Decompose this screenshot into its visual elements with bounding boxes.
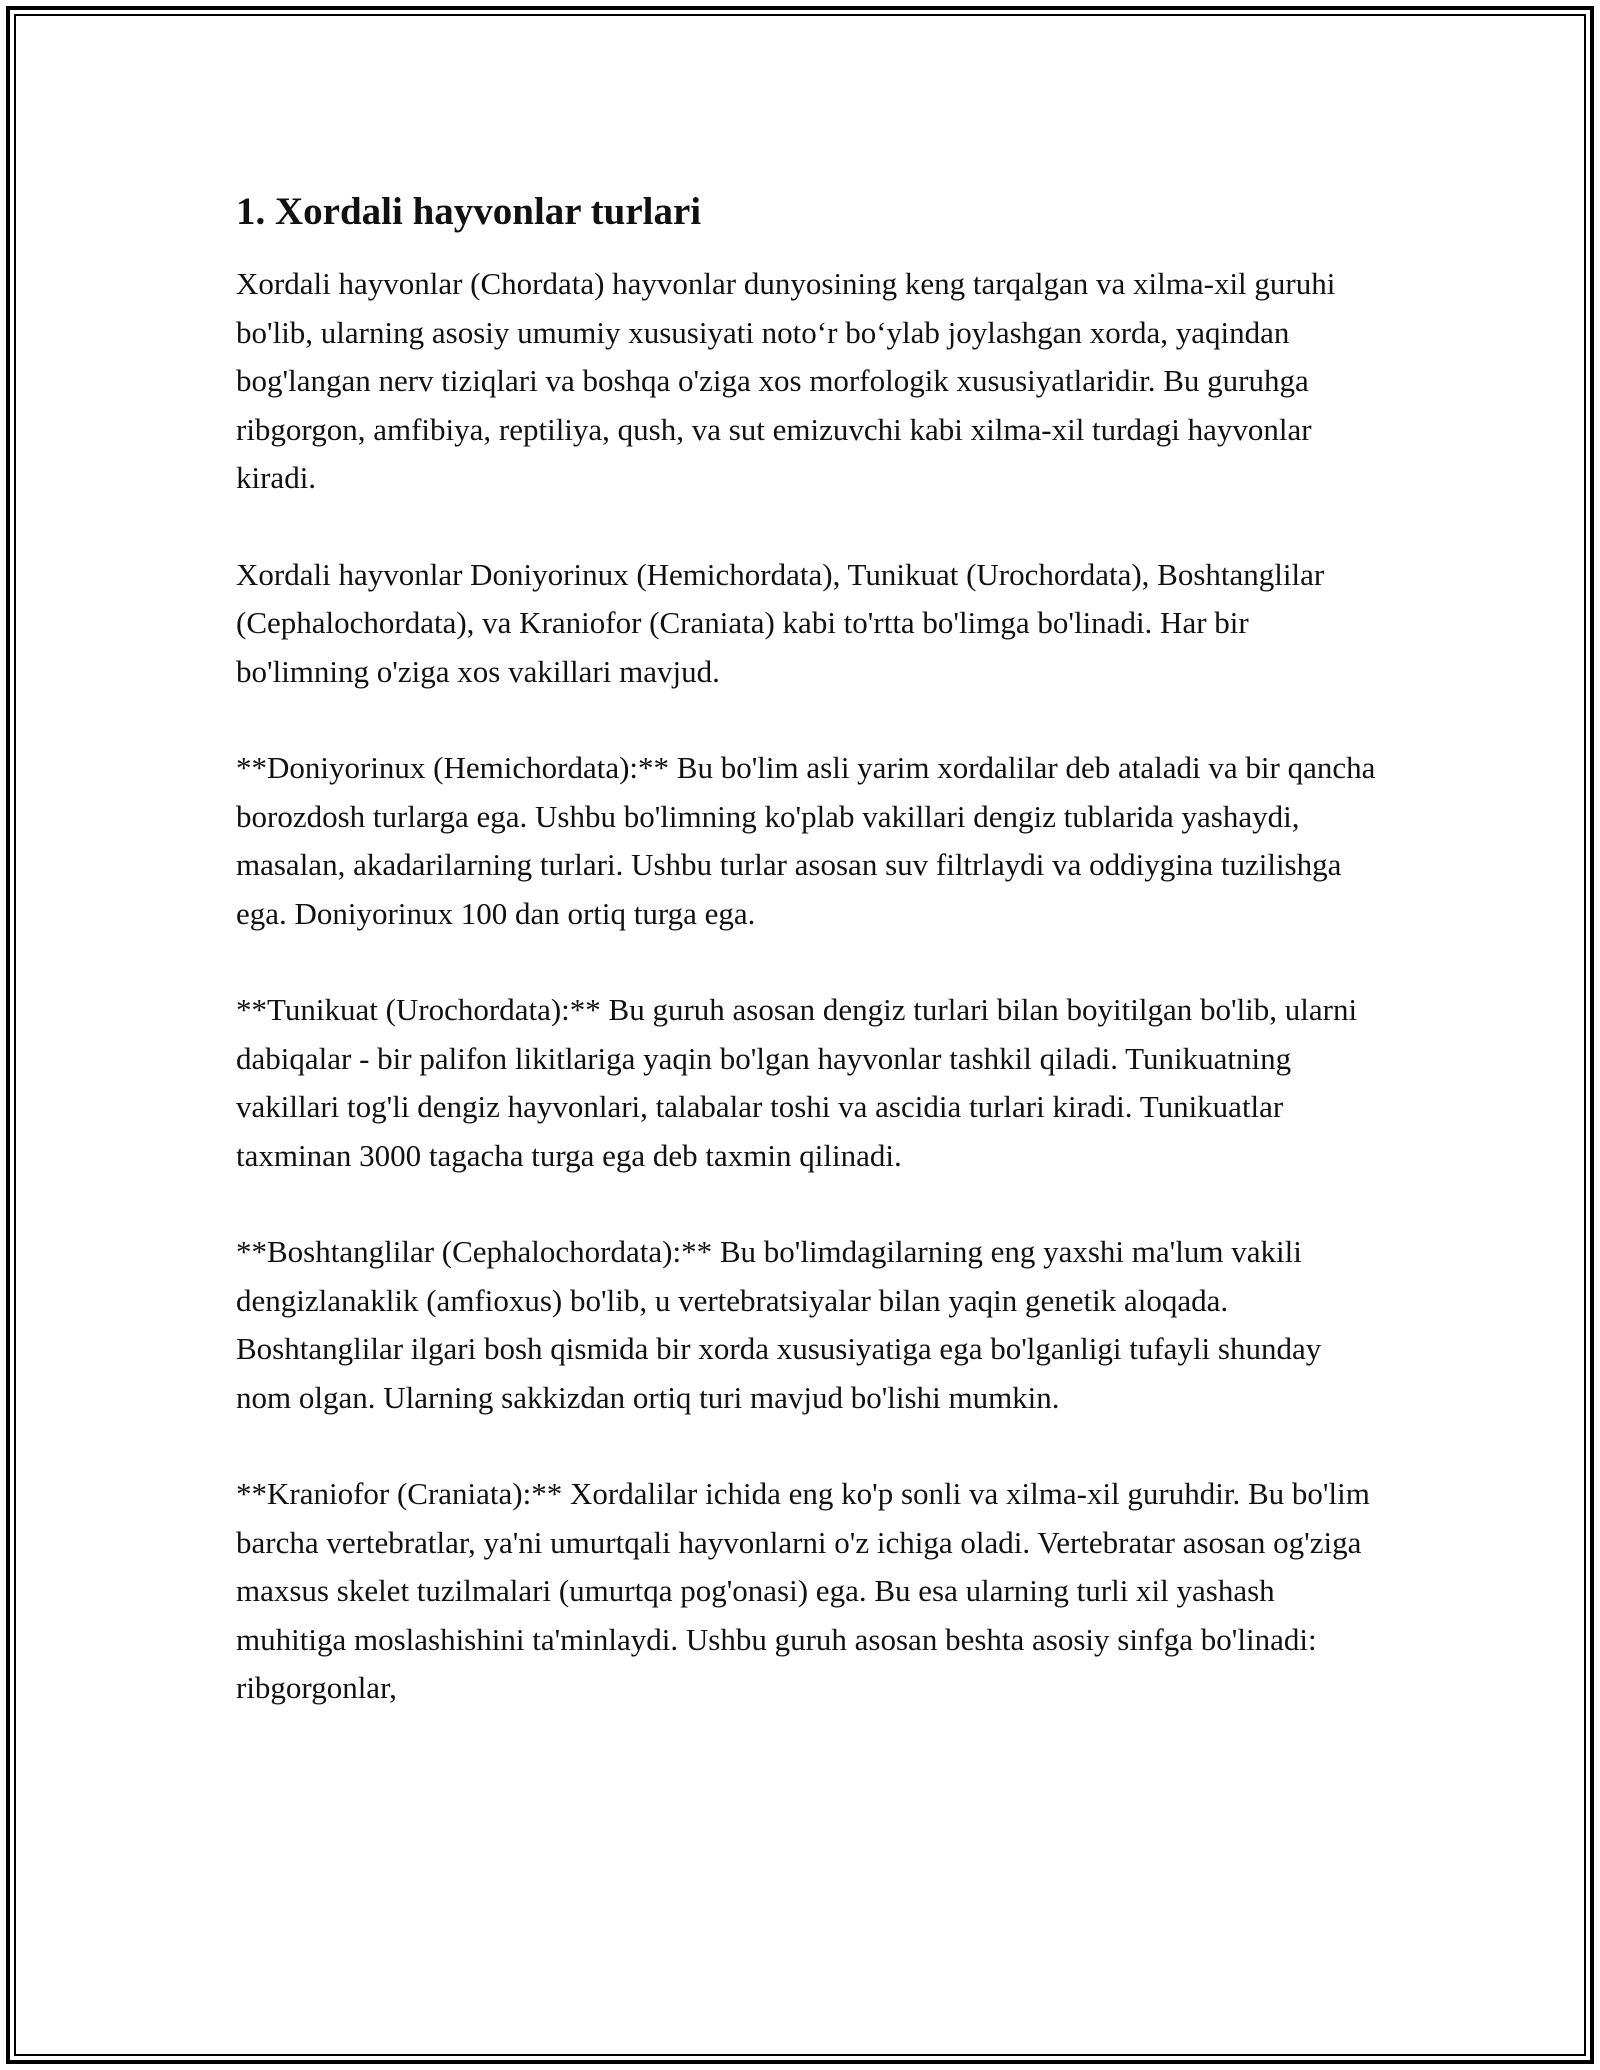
paragraph-craniata: **Kraniofor (Craniata):** Xordalilar ichida eng ko'p sonli va xilma-xil guruhdir. Bu bo'lim barcha vertebratlar, ya'ni umurtqali hayvonlarni o'z ichiga oladi. Vertebratar asosan og'ziga maxsus skelet tuzilmalari (umurtqa pog'onasi) ega. Bu esa ularning turli xil yashash muhitiga moslashishini ta'minlaydi. Ushbu guruh asosan beshta asosiy sinfga bo'linadi: ribgorgonlar, xyxy=(236,1476,1370,1705)
paragraph-divisions: Xordali hayvonlar Doniyorinux (Hemichordata), Tunikuat (Urochordata), Boshtanglilar (Cephalochordata), va Kraniofor (Craniata) kabi to'rtta bo'limga bo'linadi. Har bir bo'limning o'ziga xos vakillari mavjud. xyxy=(236,556,1325,689)
document-body xyxy=(236,186,1376,1761)
paragraph-cephalochordata: **Boshtanglilar (Cephalochordata):** Bu bo'limdagilarning eng yaxshi ma'lum vakili dengizlanaklik (amfioxus) bo'lib, u vertebratsiyalar bilan yaqin genetik aloqada. Boshtanglilar ilgari bosh qismida bir xorda xususiyatiga ega bo'lganligi tufayli shunday nom olgan. Ularning sakkizdan ortiq turi mavjud bo'lishi mumkin. xyxy=(236,1234,1322,1415)
paragraph-hemichordata: **Doniyorinux (Hemichordata):** Bu bo'lim asli yarim xordalilar deb ataladi va bir qancha borozdosh turlarga ega. Ushbu bo'limning ko'plab vakillari dengiz tublarida yashaydi, masalan, akadarilarning turlari. Ushbu turlar asosan suv filtrlaydi va oddiygina tuzilishga ega. Doniyorinux 100 dan ortiq turga ega. xyxy=(236,750,1376,931)
paragraph-urochordata: **Tunikuat (Urochordata):** Bu guruh asosan dengiz turlari bilan boyitilgan bo'lib, ularni dabiqalar - bir palifon likitlariga yaqin bo'lgan hayvonlar tashkil qiladi. Tunikuatning vakillari tog'li dengiz hayvonlari, talabalar toshi va ascidia turlari kiradi. Tunikuatlar taxminan 3000 tagacha turga ega deb taxmin qilinadi. xyxy=(236,992,1358,1173)
paragraph-intro: Xordali hayvonlar (Chordata) hayvonlar dunyosining keng tarqalgan va xilma-xil guruhi bo'lib, ularning asosiy umumiy xususiyati noto‘r bo‘ylab joylashgan xorda, yaqindan bog'langan nerv tiziqlari va boshqa o'ziga xos morfologik xususiyatlaridir. Bu guruhga ribgorgon, amfibiya, reptiliya, qush, va sut emizuvchi kabi xilma-xil turdagi hayvonlar kiradi. xyxy=(236,266,1336,495)
section-heading: 1. Xordali hayvonlar turlari xyxy=(236,190,702,233)
